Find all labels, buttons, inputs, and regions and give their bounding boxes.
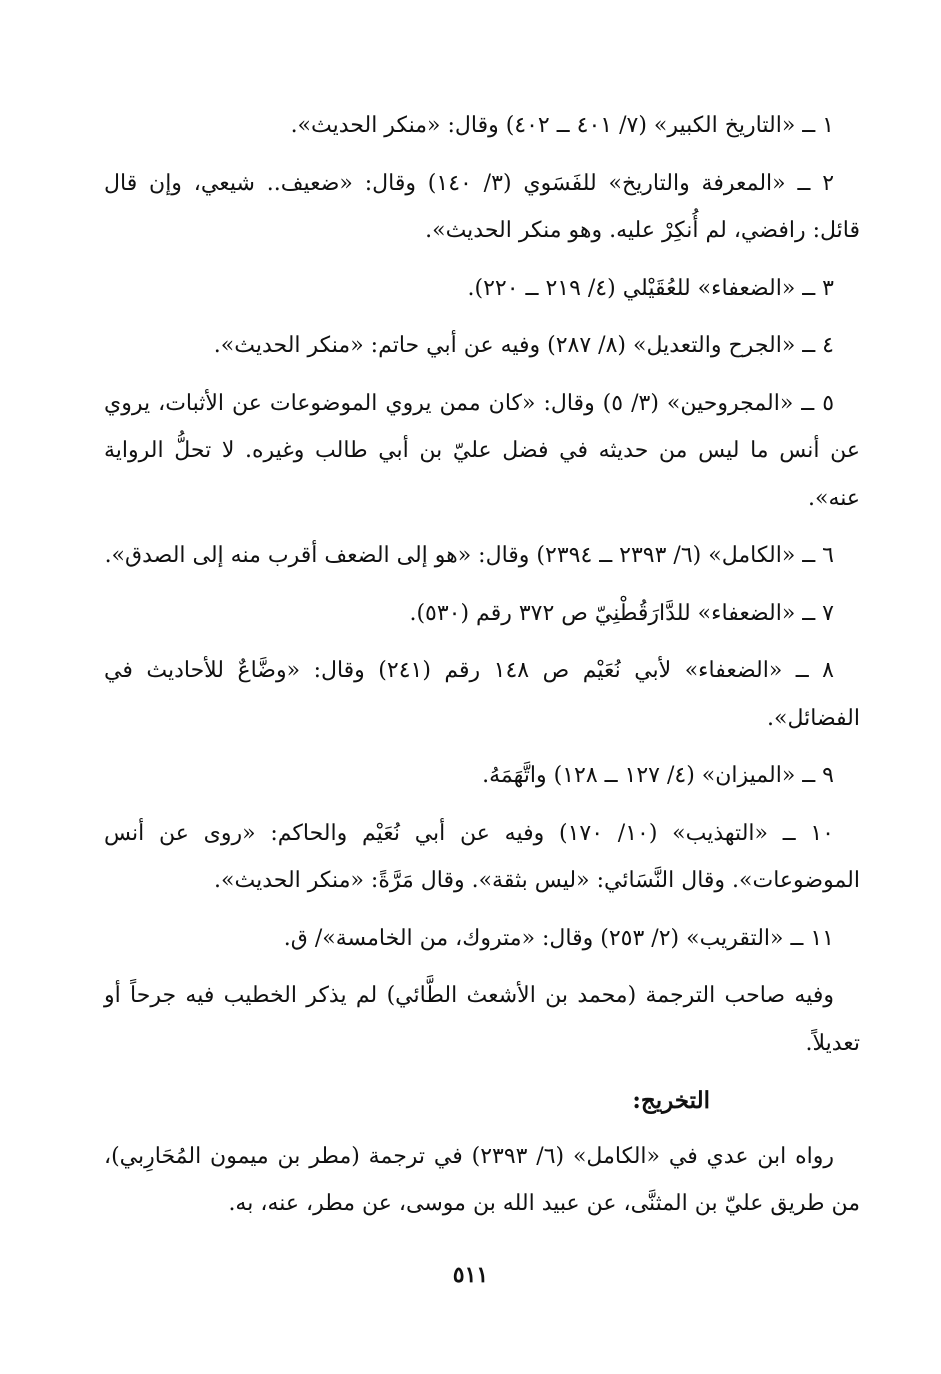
entry-11: ١١ ــ «التقريب» (٢/ ٢٥٣) وقال: «متروك، من الخامسة»/ ق.: [283, 925, 834, 951]
entry-4: ٤ ــ «الجرح والتعديل» (٨/ ٢٨٧) وفيه عن أبي حاتم: «منكر الحديث».: [213, 333, 834, 358]
takhrij-heading: التخريج:: [632, 1087, 710, 1114]
entry-10: ١٠ ــ «التهذيب» (١٠/ ١٧٠) وفيه عن أبي نُعَيْم والحاكم: «روى عن أنس الموضوعات». وقال النَّسَائي: «ليس بثقة». وقال مَرَّةً: «منكر الحديث».: [104, 820, 860, 893]
page-body: [104, 102, 860, 1238]
entry-7: ٧ ــ «الضعفاء» للدَّارَقُطْنِيّ ص ٣٧٢ رقم (٥٣٠).: [409, 600, 834, 626]
note-paragraph: وفيه صاحب الترجمة (محمد بن الأشعث الطَّائي) لم يذكر الخطيب فيه جرحاً أو تعديلاً.: [104, 983, 860, 1056]
entry-6: ٦ ــ «الكامل» (٦/ ٢٣٩٣ ــ ٢٣٩٤) وقال: «هو إلى الضعف أقرب منه إلى الصدق».: [104, 543, 834, 568]
entry-1: ١ ــ «التاريخ الكبير» (٧/ ٤٠١ ــ ٤٠٢) وقال: «منكر الحديث».: [290, 113, 834, 138]
entry-5: ٥ ــ «المجروحين» (٣/ ٥) وقال: «كان ممن يروي الموضوعات عن الأثبات، يروي عن أنس ما ليس من حديثه في فضل عليّ بن أبي طالب وغيره. لا تحلُّ الرواية عنه».: [104, 390, 860, 511]
takhrij-paragraph: رواه ابن عدي في «الكامل» (٦/ ٢٣٩٣) في ترجمة (مطر بن ميمون المُحَارِبي)، من طريق عليّ بن المثنَّى، عن عبيد الله بن موسى، عن مطر، عنه، به.: [104, 1143, 860, 1216]
entry-2: ٢ ــ «المعرفة والتاريخ» للفَسَوي (٣/ ١٤٠) وقال: «ضعيف.. شيعي، وإن قال قائل: رافضي، لم أُنكِرْ عليه. وهو منكر الحديث».: [104, 170, 860, 243]
entry-8: ٨ ــ «الضعفاء» لأبي نُعَيْم ص ١٤٨ رقم (٢٤١) وقال: «وضَّاعٌ للأحاديث في الفضائل».: [104, 658, 860, 731]
entry-3: ٣ ــ «الضعفاء» للعُقَيْلي (٤/ ٢١٩ ــ ٢٢٠).: [467, 275, 834, 301]
page-number: ٥١١: [452, 1262, 489, 1288]
entry-9: ٩ ــ «الميزان» (٤/ ١٢٧ ــ ١٢٨) واتَّهَمَهُ.: [482, 763, 834, 788]
